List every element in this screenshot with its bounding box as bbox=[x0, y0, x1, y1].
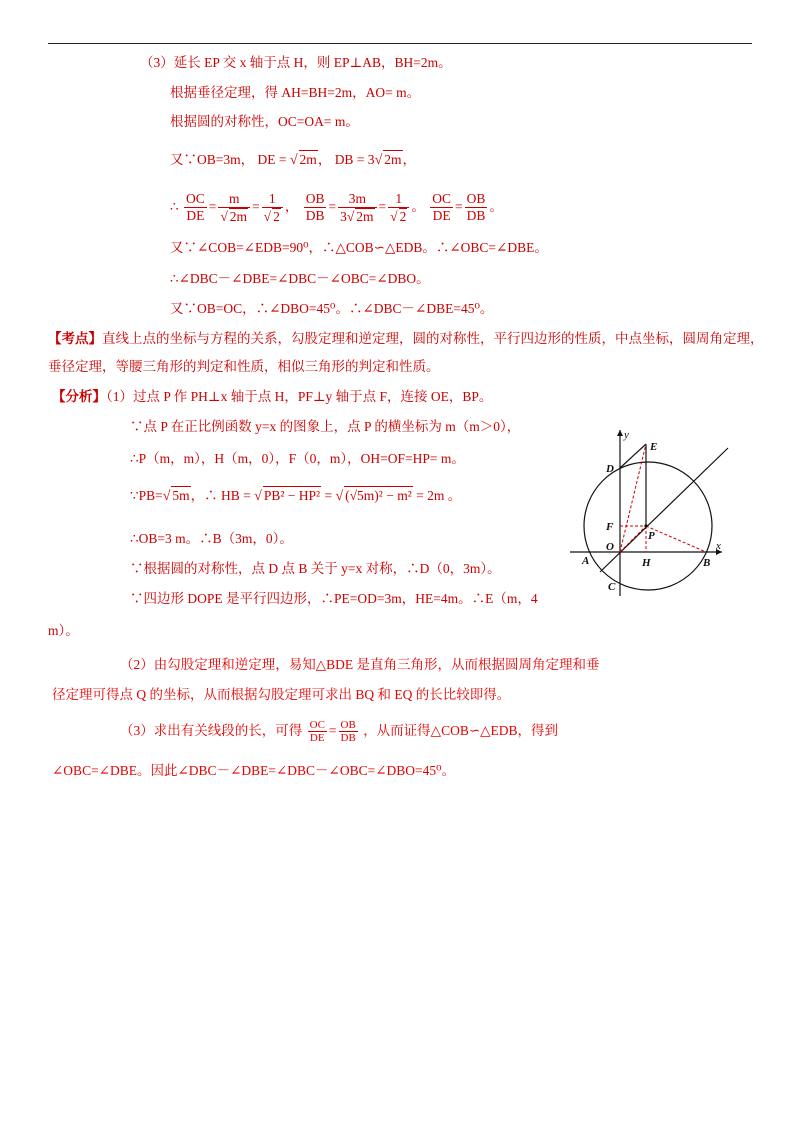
text: = bbox=[321, 488, 336, 503]
part3-line8: 又∵OB=OC，∴∠DBO=45⁰。∴∠DBC－∠DBE=45⁰。 bbox=[170, 301, 494, 316]
segment-pb bbox=[646, 526, 706, 552]
text: ，∴ HB = bbox=[190, 488, 255, 503]
point-p bbox=[644, 524, 647, 527]
part3-ratio-line bbox=[170, 190, 503, 225]
radicand: 2 bbox=[273, 208, 280, 224]
label-c: C bbox=[608, 581, 616, 593]
radicand: 2m bbox=[299, 152, 317, 167]
fenxi-line1 bbox=[52, 388, 492, 406]
text: （3）求出有关线段的长，可得 bbox=[120, 723, 303, 738]
label-o: O bbox=[606, 541, 614, 553]
sqrt-sign: √ bbox=[254, 489, 262, 504]
equals: = bbox=[208, 199, 217, 214]
fraction-oc-de bbox=[308, 719, 327, 744]
fenxi-line6: ∵根据圆的对称性，点 D 点 B 关于 y=x 对称，∴D（0，3m）。 bbox=[130, 561, 501, 576]
denominator: √ 2 bbox=[390, 208, 407, 224]
radicand: PB² − HP² bbox=[263, 488, 321, 503]
equals: = bbox=[328, 199, 337, 214]
kaodian-line2: 垂径定理，等腰三角形的判定和性质，相似三角形的判定和性质。 bbox=[48, 359, 440, 374]
radicand: 2m bbox=[384, 152, 402, 167]
label-f: F bbox=[606, 521, 614, 533]
label-y: y bbox=[624, 429, 629, 441]
fraction-ob-db bbox=[339, 719, 358, 744]
fenxi-part3-line1 bbox=[120, 714, 558, 748]
fenxi-line3: ∴P（m，m），H（m，0），F（0，m），OH=OF=HP= m。 bbox=[130, 451, 465, 466]
label-x: x bbox=[716, 540, 721, 552]
therefore-symbol: ∴ bbox=[170, 199, 179, 214]
equals: = bbox=[252, 199, 260, 214]
text: ∵PB= bbox=[130, 488, 163, 503]
radicand: 2 bbox=[399, 208, 407, 224]
period: 。 bbox=[489, 199, 503, 214]
equals: = bbox=[454, 199, 463, 214]
label-h: H bbox=[642, 557, 651, 569]
numerator: OB bbox=[340, 719, 356, 732]
fraction-ob-db bbox=[465, 191, 488, 224]
radicand: 5m bbox=[172, 488, 190, 503]
comma: ， bbox=[284, 199, 299, 214]
segment-oe bbox=[620, 444, 646, 552]
kaodian-tag: 【考点】 bbox=[48, 331, 102, 346]
kaodian-line1 bbox=[48, 330, 764, 348]
denominator: DB bbox=[340, 732, 356, 745]
fraction-oc-de bbox=[184, 191, 207, 224]
numerator: 1 bbox=[262, 191, 283, 208]
part3-line3: 根据圆的对称性，OC=OA= m。 bbox=[170, 114, 359, 129]
numerator: 3m bbox=[338, 191, 376, 208]
denominator: √ 2m bbox=[220, 208, 248, 224]
numerator: OB bbox=[466, 191, 486, 207]
text: ， bbox=[402, 152, 417, 167]
denominator: DE bbox=[432, 208, 451, 224]
fenxi-text: （1）过点 P 作 PH⊥x 轴于点 H，PF⊥y 轴于点 F，连接 OE，BP。 bbox=[106, 389, 493, 404]
part3-line2: 根据垂径定理，得 AH=BH=2m，AO= m。 bbox=[170, 85, 421, 100]
radicand: 2m bbox=[356, 208, 374, 224]
sqrt-sign: √ bbox=[162, 489, 171, 504]
coefficient: 3 bbox=[340, 208, 347, 224]
label-d: D bbox=[606, 463, 614, 475]
header-rule bbox=[48, 43, 752, 44]
fraction-3m-3sqrt2m bbox=[338, 191, 376, 225]
fenxi-part2-line1: （2）由勾股定理和逆定理，易知△BDE 是直角三角形，从而根据圆周角定理和垂 bbox=[120, 657, 600, 672]
geometry-figure bbox=[566, 426, 746, 598]
label-b: B bbox=[703, 557, 711, 569]
label-e: E bbox=[650, 441, 658, 453]
fraction-oc-de bbox=[430, 191, 453, 224]
radicand: (√5m)² − m² bbox=[345, 488, 412, 503]
part3-line7: ∴∠DBC－∠DBE=∠DBC－∠OBC=∠DBO。 bbox=[170, 271, 430, 286]
fraction-1-sqrt2 bbox=[388, 191, 409, 225]
label-p: P bbox=[648, 530, 655, 542]
text: ，从而证得△COB∽△EDB，得到 bbox=[363, 723, 559, 738]
segment-op bbox=[620, 526, 646, 552]
numerator: m bbox=[218, 191, 250, 208]
text: DB = 3 bbox=[334, 152, 375, 167]
denominator: √ 2 bbox=[263, 208, 280, 224]
radicand: 2m bbox=[229, 208, 248, 224]
kaodian-text: 直线上点的坐标与方程的关系，勾股定理和逆定理，圆的对称性，平行四边形的性质，中点坐标，圆周角定理， bbox=[102, 331, 764, 346]
text: 又∵OB=3m， bbox=[170, 152, 255, 167]
fenxi-line2: ∵点 P 在正比例函数 y=x 的图象上，点 P 的横坐标为 m（m＞0）， bbox=[130, 419, 521, 434]
fraction-ob-db bbox=[304, 191, 327, 224]
text: ， bbox=[317, 152, 332, 167]
denominator: DB bbox=[466, 208, 486, 224]
y-axis-arrow bbox=[617, 430, 623, 436]
fenxi-part2-line2: 径定理可得点 Q 的坐标，从而根据勾股定理可求出 BQ 和 EQ 的长比较即得。 bbox=[52, 687, 511, 702]
part3-line4 bbox=[170, 150, 416, 170]
fraction-1-sqrt2 bbox=[262, 191, 283, 225]
text: DE = bbox=[257, 152, 290, 167]
numerator: 1 bbox=[388, 191, 409, 208]
fenxi-tag: 【分析】 bbox=[52, 389, 106, 404]
sqrt-sign: √ bbox=[335, 489, 344, 504]
denominator: DB bbox=[305, 208, 325, 224]
part3-line1: （3）延长 EP 交 x 轴于点 H，则 EP⊥AB，BH=2m。 bbox=[140, 55, 452, 70]
period: 。 bbox=[411, 199, 425, 214]
equals: = bbox=[378, 199, 387, 214]
denominator: 3√ 2m bbox=[340, 208, 374, 224]
sqrt-sign: √ bbox=[374, 153, 383, 168]
fenxi-line7: ∵四边形 DOPE 是平行四边形，∴PE=OD=3m，HE=4m。∴E（m，4 bbox=[130, 591, 538, 606]
fenxi-line8: m）。 bbox=[48, 623, 79, 638]
text: = 2m 。 bbox=[412, 488, 462, 503]
numerator: OC bbox=[185, 191, 205, 207]
fenxi-part3-line2: ∠OBC=∠DBE。因此∠DBC－∠DBE=∠DBC－∠OBC=∠DBO=45⁰。 bbox=[52, 763, 456, 778]
numerator: OB bbox=[305, 191, 325, 207]
numerator: OC bbox=[309, 719, 325, 732]
label-a: A bbox=[582, 555, 590, 567]
sqrt-sign: √ bbox=[289, 153, 298, 168]
part3-line6: 又∵∠COB=∠EDB=90⁰，∴△COB∽△EDB。∴∠OBC=∠DBE。 bbox=[170, 240, 548, 255]
fenxi-line5: ∴OB=3 m。∴B（3m，0）。 bbox=[130, 531, 293, 546]
line-y-equals-x bbox=[600, 448, 728, 572]
equals: = bbox=[328, 723, 337, 738]
denominator: DE bbox=[186, 208, 205, 224]
fenxi-line4 bbox=[130, 486, 461, 506]
numerator: OC bbox=[432, 191, 451, 207]
denominator: DE bbox=[309, 732, 325, 745]
fraction-m-sqrt2m bbox=[218, 191, 250, 225]
